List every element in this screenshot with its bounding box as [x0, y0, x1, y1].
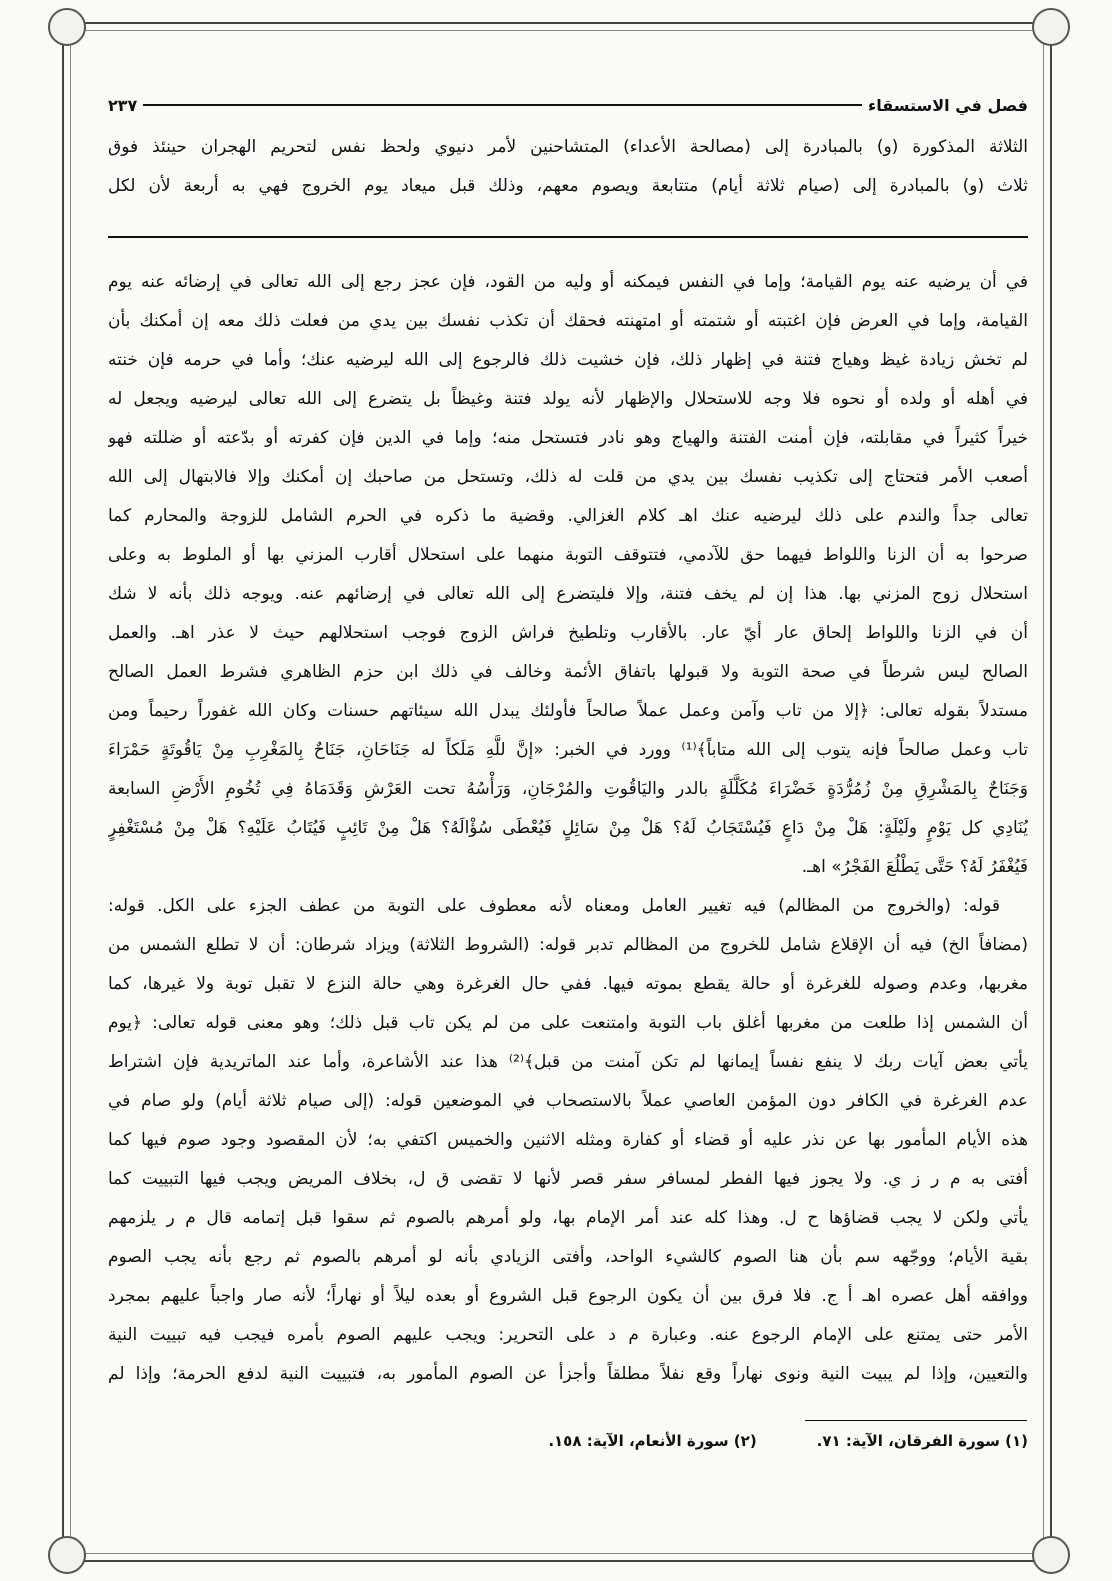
- text-line: يأتي بعض آيات ربك لا ينفع نفساً إيمانها لم تكن آمنت من قبل﴾⁽²⁾ هذا عند الأشاعرة، وأما عند الماتريدية فإن اشتراط: [108, 1052, 1028, 1072]
- text-line: أن في الزنا واللواط إلحاق عار أيّ عار. بالأقارب وتلطيخ فراش الزوج فوجب استحلالهم حيث لا عذر اهـ. والعمل: [108, 623, 1028, 643]
- text-line: عدم الغرغرة في الكافر دون المؤمن العاصي عملاً بالاستصحاب في الموضعين قوله: (إلى صيام ثلاثة أيام) ولو صام في: [108, 1091, 1028, 1111]
- text-line: تاب وعمل صالحاً فإنه يتوب إلى الله متاباً﴾⁽¹⁾ وورد في الخبر: «إنَّ للَّهِ مَلَكاً له جَنَاحَانِ، جَنَاحٌ بِالمَغْرِبِ مِنْ يَاقُوتَةٍ حَمْرَاءَ: [108, 740, 1028, 760]
- text-line: الأمر حتى يمتنع على الإمام الرجوع عنه. وعبارة م د على التحرير: ويجب عليهم الصوم بأمره فيجب فيه تبييت النية: [108, 1325, 1028, 1345]
- corner-ornament: [48, 1536, 86, 1574]
- chapter-title: فصل في الاستسقاء: [868, 95, 1028, 115]
- text-line: خيراً كثيراً في مقابلته، فإن أمنت الفتنة والهياج وهو نادر فتستحل منه؛ وإما في الدين فإن كفرته أو بدّعته أو ضللته فهو: [108, 428, 1028, 448]
- text-line: قوله: (والخروج من المظالم) فيه تغيير العامل ومعناه لأنه معطوف على التوبة من عطف الجزء على الكل. قوله:: [108, 896, 1000, 916]
- text-line: وَجَنَاحٌ بِالمَشْرِقِ مِنْ زُمُرُّدَةٍ خَضْرَاءَ مُكَلَّلَةٍ بالدر واليَاقُوتِ والمُرْجَانِ، وَرَأْسُهُ تحت العَرْشِ وَقَدَمَاهُ فِي تُخُومِ الأَرْضِ السابعة: [108, 779, 1028, 799]
- commentary-text: [108, 263, 1028, 1394]
- text-line: بقية الأيام؛ ووجّهه سم بأن هنا الصوم كالشيء الواحد، وأفتى الزيادي بأنه لو أمرهم بالصوم ثم رجع بأنه يجب الصوم: [108, 1247, 1028, 1267]
- footnote-separator: [805, 1420, 1027, 1421]
- text-line: مغربها، وعدم وصوله للغرغرة أو حالة يقطع بموته فيها. ففي حال الغرغرة وهي حالة النزع لا تقبل توبة ولا غيرها، كما: [108, 974, 1028, 994]
- text-line: ووافقه أهل عصره اهـ أ ج. فلا فرق بين أن يكون الرجوع قبل الشروع أو بعده ليلاً أو نهاراً؛ لأنه صار واجباً عليهم بمجرد: [108, 1286, 1028, 1306]
- text-line: مستدلاً بقوله تعالى: ﴿إلا من تاب وآمن وعمل عملاً صالحاً فأولئك يبدل الله سيئاتهم حسنات وكان الله غفوراً رحيماً ومن: [108, 701, 1028, 721]
- footnotes: [108, 1432, 1028, 1450]
- footnote-2: (٢) سورة الأنعام، الآية: ١٥٨.: [548, 1432, 757, 1450]
- text-line: القيامة، وإما في العرض فإن اغتبته أو شتمته أو امتهنته فحقك أن تكذب نفسك بين يدي من فعلت ذلك معه إن أمكنك بأن: [108, 311, 1028, 331]
- corner-ornament: [1032, 8, 1070, 46]
- text-line: الثلاثة المذكورة (و) بالمبادرة إلى (مصالحة الأعداء) المتشاحنين لأمر دنيوي ولحظ نفس لتحريم الهجران حينئذ فوق: [108, 137, 1028, 157]
- page-number: ٢٣٧: [108, 95, 138, 115]
- text-line: ثلاث (و) بالمبادرة إلى (صيام ثلاثة أيام) متتابعة ويصوم معهم، وذلك قبل ميعاد يوم الخروج فهي به أربعة لأن لكل: [108, 176, 1028, 196]
- corner-ornament: [48, 8, 86, 46]
- text-line: والتعيين، وإذا لم يبيت النية ونوى نهاراً وقع نفلاً مطلقاً وأجزأ عن الصوم المأمور به، فتبييت النية لدفع الحرمة؛ وإذا لم: [108, 1364, 1028, 1384]
- main-text: [108, 128, 1028, 206]
- text-line: صرحوا به أن الزنا واللواط فيهما حق للآدمي، فتتوقف التوبة منهما على استحلال أقارب المزني بها أو الملوط به وعلى: [108, 545, 1028, 565]
- text-line: استحلال زوج المزني بها. هذا إن لم يخف فتنة، وإلا فليتضرع إلى الله تعالى في إرضائهم عنه. ويوجه ذلك بأنه لا شك: [108, 584, 1028, 604]
- text-line: أفتى به م ر ز ي. ولا يجوز فيها الفطر لمسافر سفر قصر لأنها لا تقضى ق ل، بخلاف المريض ويجب فيها التبييت كما: [108, 1169, 1028, 1189]
- text-line: في أهله أو ولده أو نحوه فلا وجه للاستحلال والإظهار لأنه يولد فتنة وغيظاً بل يتضرع إلى الله تعالى ليرضيه ويجعل له: [108, 389, 1028, 409]
- text-line: (مضافاً الخ) فيه أن الإقلاع شامل للخروج من المظالم تدبر قوله: (الشروط الثلاثة) ويزاد شرطان: أن لا تطلع الشمس من: [108, 935, 1028, 955]
- corner-ornament: [1032, 1536, 1070, 1574]
- text-line: أن الشمس إذا طلعت من مغربها أغلق باب التوبة وامتنعت على من لم يكن تاب قبل ذلك؛ وهو معنى قوله تعالى: ﴿يوم: [108, 1013, 1028, 1033]
- running-header: [108, 90, 1028, 120]
- text-line: هذه الأيام المأمور بها عن نذر عليه أو قضاء أو كفارة ومثله الاثنين والخميس اكتفي به؛ لأن المقصود وجود صوم فيها كما: [108, 1130, 1028, 1150]
- text-line: أصعب الأمر فتحتاج إلى تكذيب نفسك بين يدي من قلت له ذلك، وتستحل من صاحبك إن أمكنك وإلا فالابتهال إلى الله: [108, 467, 1028, 487]
- text-line: يُنَادِي كل يَوْمٍ ولَيْلَةٍ: هَلْ مِنْ دَاعٍ فَيُسْتَجَابُ لَهُ؟ هَلْ مِنْ سَائِلٍ فَيُعْطَى سُؤْالَهُ؟ هَلْ مِنْ تَائِبٍ فَيُتَابُ عَلَيْهِ؟ هَلْ مِنْ مُسْتَغْفِرٍ: [108, 818, 1028, 838]
- footnote-1: (١) سورة الفرقان، الآية: ٧١.: [816, 1432, 1028, 1450]
- text-line: في أن يرضيه عنه يوم القيامة؛ وإما في النفس فيمكنه أو وليه من القود، فإن عجز رجع إلى الله تعالى في إرضائه عنه يوم: [108, 272, 1028, 292]
- text-line: تعالى جداً والندم على ذلك ليرضيه عنك اهـ كلام الغزالي. وقضية ما ذكره في الحرم الشامل للزوجة والمحارم كما: [108, 506, 1028, 526]
- text-line: الصالح ليس شرطاً في صحة التوبة ولا قبولها باتفاق الأئمة وخالف في ذلك ابن حزم الظاهري فشرط العمل الصالح: [108, 662, 1028, 682]
- header-rule: [143, 104, 862, 106]
- text-line: يأتي ولكن لا يجب قضاؤها ح ل. وهذا كله عند أمر الإمام بها، ولو أمرهم بالصوم ثم سقوا قبل إتمامه قال م ر يلزمهم: [108, 1208, 1028, 1228]
- text-line: فَيُغْفَرُ لَهُ؟ حَتَّى يَطْلُعَ الفَجْرُ» اهـ.: [801, 857, 1028, 877]
- section-divider: [108, 236, 1028, 238]
- text-line: لم تخش زيادة غيظ وهياج فتنة في إظهار ذلك، فإن خشيت ذلك فالرجوع إلى الله ليرضيه عنك؛ وأما في حرمه فإن خنته: [108, 350, 1028, 370]
